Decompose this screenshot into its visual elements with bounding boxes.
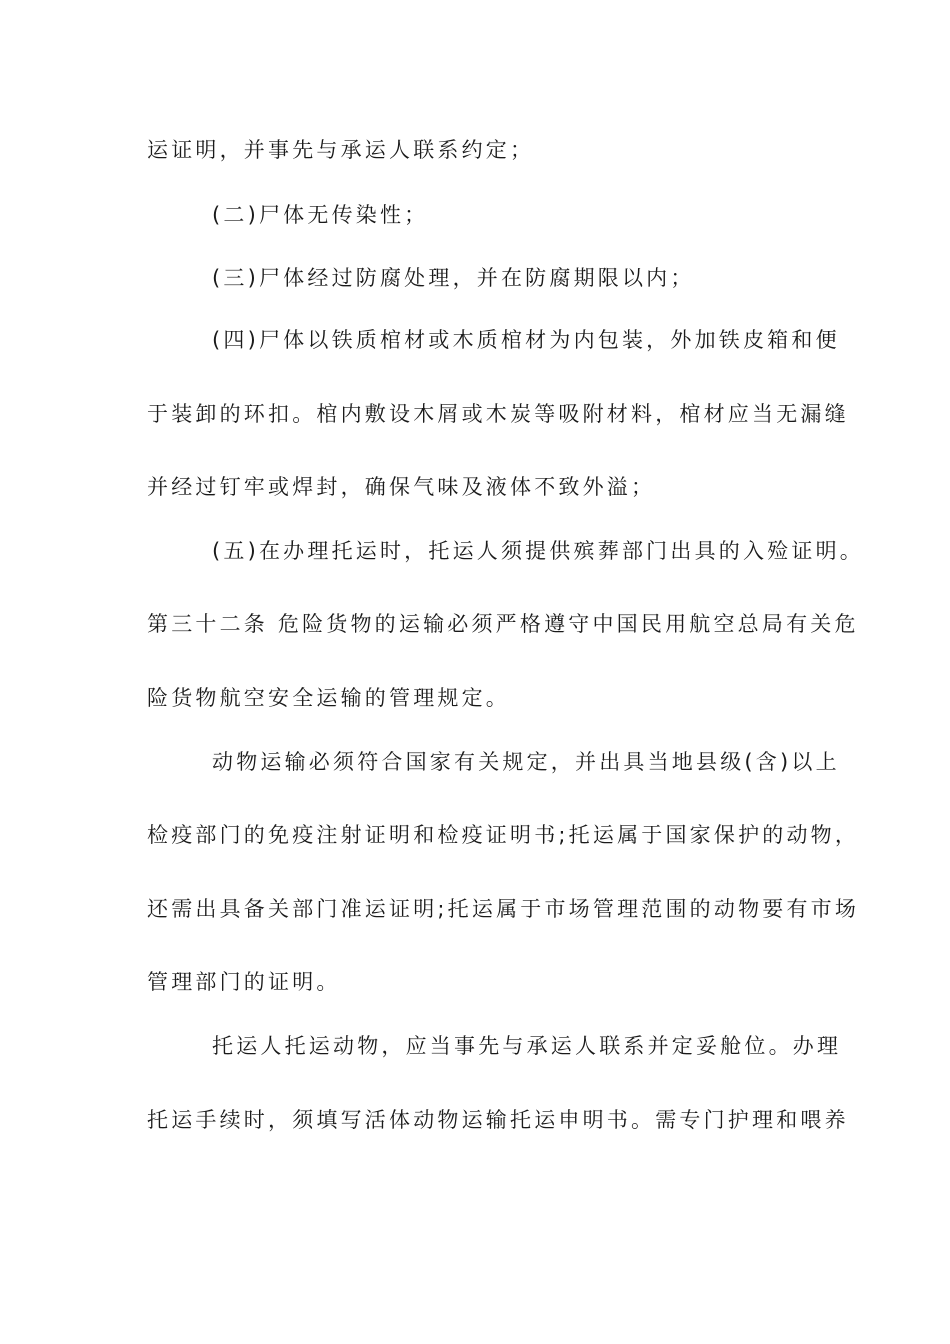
text-line-11: 检疫部门的免疫注射证明和检疫证明书;托运属于国家保护的动物， (147, 823, 860, 847)
text-line-13: 管理部门的证明。 (147, 970, 341, 994)
text-line-12: 还需出具备关部门准运证明;托运属于市场管理范围的动物要有市场 (147, 897, 860, 921)
text-line-10: 动物运输必须符合国家有关规定，并出具当地县级(含)以上 (212, 750, 840, 774)
text-line-3: (三)尸体经过防腐处理，并在防腐期限以内； (212, 266, 695, 290)
text-line-14: 托运人托运动物，应当事先与承运人联系并定妥舱位。办理 (212, 1034, 842, 1058)
text-line-2: (二)尸体无传染性； (212, 203, 429, 227)
text-line-9: 险货物航空安全运输的管理规定。 (147, 686, 510, 710)
text-line-4: (四)尸体以铁质棺材或木质棺材为内包装，外加铁皮箱和便 (212, 328, 840, 352)
text-line-7: (五)在办理托运时，托运人须提供殡葬部门出具的入殓证明。 (212, 539, 864, 563)
text-line-1: 运证明，并事先与承运人联系约定； (147, 138, 535, 162)
text-line-15: 托运手续时，须填写活体动物运输托运申明书。需专门护理和喂养 (147, 1108, 849, 1132)
text-line-8: 第三十二条 危险货物的运输必须严格遵守中国民用航空总局有关危 (147, 612, 859, 636)
text-line-6: 并经过钉牢或焊封，确保气味及液体不致外溢； (147, 475, 656, 499)
text-line-5: 于装卸的环扣。棺内敷设木屑或木炭等吸附材料，棺材应当无漏缝 (147, 402, 849, 426)
